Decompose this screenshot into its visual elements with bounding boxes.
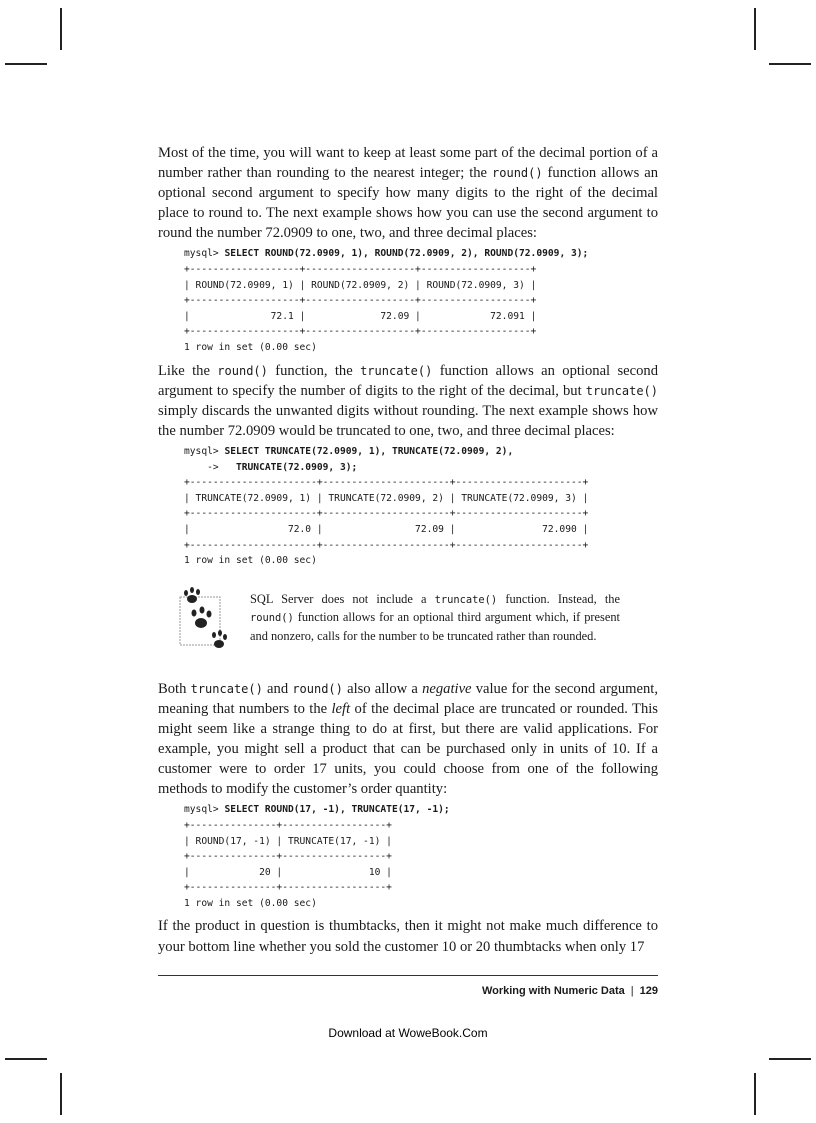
inline-code: truncate() [360, 363, 433, 378]
inline-code: truncate() [585, 383, 658, 398]
crop-mark [5, 63, 47, 65]
sql-query: SELECT TRUNCATE(72.0909, 1), TRUNCATE(72.0909, 2), [224, 446, 514, 457]
code-block-negative: mysql> SELECT ROUND(17, -1), TRUNCATE(17, -1); +---------------+------------------+ | ROUND(17, -1) | TRUNCATE(17, -1) | +---------------+------------------+ | 20 | 10 | +---------------+------------------+ 1 row in set (0.00 sec) [184, 804, 450, 909]
sql-query: SELECT ROUND(72.0909, 1), ROUND(72.0909, 2), ROUND(72.0909, 3); [224, 248, 589, 260]
crop-mark [60, 8, 62, 50]
crop-mark [754, 1073, 756, 1115]
crop-mark [769, 1058, 811, 1060]
tip-note [178, 587, 658, 653]
page-number: 129 [639, 985, 658, 997]
inline-code: truncate() [434, 593, 498, 606]
inline-code: round() [250, 612, 294, 625]
paragraph-round-intro: Most of the time, you will want to keep at least some part of the decimal portion of a number rather than rounding to the nearest integer; the round() function allows an optional second argument to specify how many digits to the right of the decimal place to round to. The next example shows how you can use the second argument to round the number 72.0909 to one, two, and three decimal places: [158, 145, 658, 242]
footer-rule [158, 975, 658, 976]
page-footer [482, 985, 658, 997]
paragraph-truncate-intro: Like the round() function, the truncate() function allows an optional second argument to specify the number of digits to the right of the decimal, but truncate() simply discards the unwanted digits without rounding. The next example shows how the number 72.0909 would be truncated to one, two, and three decimal places: [158, 362, 658, 439]
inline-code: round() [292, 681, 343, 696]
code-block-truncate: mysql> SELECT TRUNCATE(72.0909, 1), TRUNCATE(72.0909, 2), -> TRUNCATE(72.0909, 3); +----------------------+----------------------+----------------------+ | TRUNCATE(72.0909, 1) | TRUNCATE(72.0909, 2) | TRUNCATE(72.0909, 3) | +----------------------+----------------------+----------------------+ | 72.0 | 72.09 | 72.090 | +----------------------+----------------------+----------------------+ 1 row in set (0.00 sec) [184, 446, 589, 567]
crop-mark [754, 8, 756, 50]
note-text: SQL Server does not include a truncate() function. Instead, the round() function allows for an optional third argument which, if present and nonzero, calls for the number to be truncated rather than rounded. [250, 591, 621, 643]
page-content [158, 143, 658, 957]
inline-code: truncate() [190, 681, 263, 696]
paragraph-thumbtacks: If the product in question is thumbtacks, then it might not make much difference to your bottom line whether you sold the customer 10 or 20 thumbtacks when only 17 [158, 918, 658, 955]
crop-mark [769, 63, 811, 65]
inline-code: round() [217, 363, 268, 378]
sql-query: SELECT ROUND(17, -1), TRUNCATE(17, -1); [224, 804, 450, 816]
crop-mark [60, 1073, 62, 1115]
paragraph-negative-argument: Both truncate() and round() also allow a negative value for the second argument, meaning that numbers to the left of the decimal place are truncated or rounded. This might seem like a strange thing to do at first, but there are valid applications. For example, you might sell a product that can be purchased only in units of 10. If a customer were to order 17 units, you could choose from one of the following methods to modify the customer’s order quantity: [158, 680, 658, 798]
watermark: Download at WoweBook.Com [328, 1026, 488, 1040]
code-block-round: mysql> SELECT ROUND(72.0909, 1), ROUND(72.0909, 2), ROUND(72.0909, 3); +-------------------+-------------------+-------------------+ | ROUND(72.0909, 1) | ROUND(72.0909, 2) | ROUND(72.0909, 3) | +-------------------+-------------------+-------------------+ | 72.1 | 72.09 | 72.091 | +-------------------+-------------------+-------------------+ 1 row in set (0.00 sec) [184, 248, 589, 354]
tips-paw-icon [178, 587, 230, 647]
crop-mark [5, 1058, 47, 1060]
footer-separator: | [630, 985, 634, 997]
inline-code: round() [492, 166, 543, 181]
sql-query: TRUNCATE(72.0909, 3); [235, 461, 358, 473]
section-title: Working with Numeric Data [481, 985, 625, 997]
